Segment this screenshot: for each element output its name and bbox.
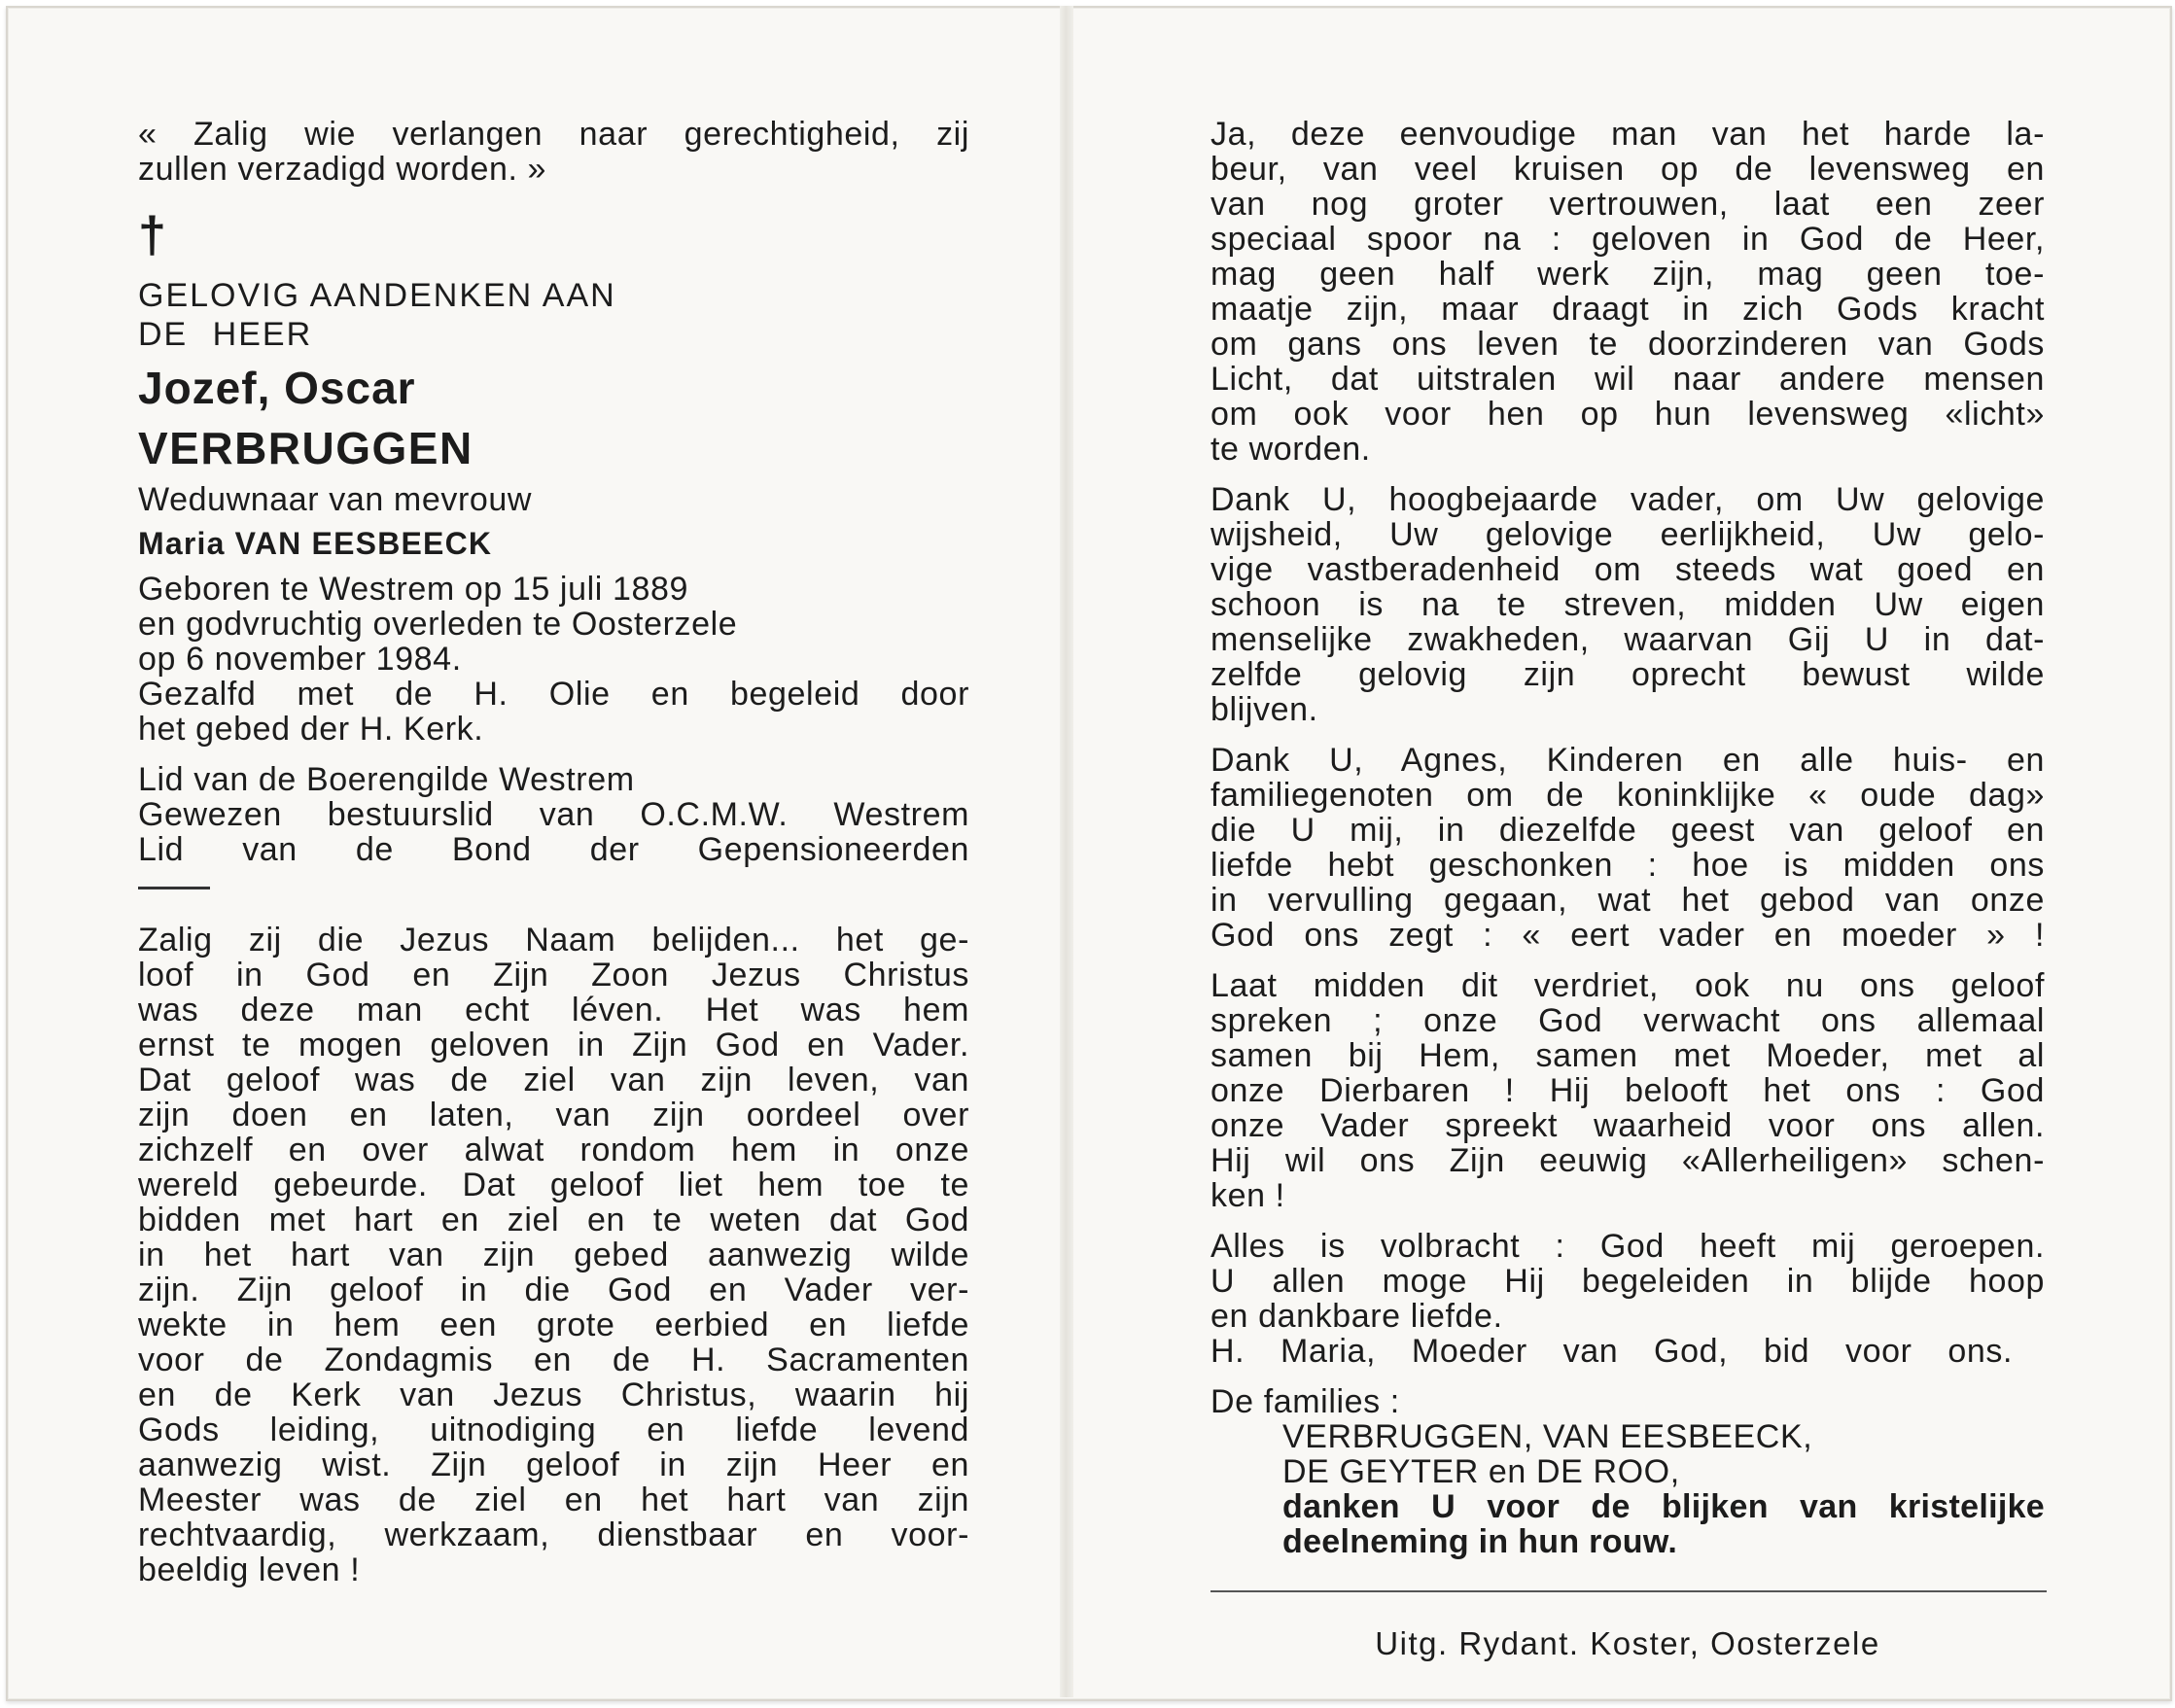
text-line: om ook voor hen op hun levensweg «licht» xyxy=(1210,396,2045,433)
left-panel xyxy=(138,117,969,1587)
surname: VERBRUGGEN xyxy=(138,423,474,473)
text-line: Ja, deze eenvoudige man van het harde la- xyxy=(1210,116,2045,153)
detail-line: Geboren te Westrem op 15 juli 1889 xyxy=(138,571,688,608)
text-line: te worden. xyxy=(1210,431,1371,468)
text-line: Hij wil ons Zijn eeuwig «Allerheiligen» schen- xyxy=(1210,1142,2045,1179)
divider xyxy=(1210,1590,2047,1592)
tribute-line: zichzelf en over alwat rondom hem in onze xyxy=(138,1132,969,1168)
text-line: wijsheid, Uw gelovige eerlijkheid, Uw gelo- xyxy=(1210,516,2045,553)
membership-line: Gewezen bestuurslid van O.C.M.W. Westrem xyxy=(138,796,969,833)
tribute-line: aanwezig wist. Zijn geloof in zijn Heer en xyxy=(138,1447,969,1483)
families-label: De families : xyxy=(1210,1383,1400,1420)
text-line: God ons zegt : « eert vader en moeder » ! xyxy=(1210,917,2045,954)
text-line: beur, van veel kruisen op de levensweg en xyxy=(1210,151,2045,188)
paragraph-4 xyxy=(1210,968,2045,1213)
tribute-line: zijn. Zijn geloof in die God en Vader ver- xyxy=(138,1272,969,1308)
text-line: Dank U, hoogbejaarde vader, om Uw gelovige xyxy=(1210,481,2045,518)
tribute-line: Dat geloof was de ziel van zijn leven, van xyxy=(138,1062,969,1098)
text-line: familiegenoten om de koninklijke « oude dag» xyxy=(1210,777,2045,814)
text-line: blijven. xyxy=(1210,691,1318,728)
tribute-line: ernst te mogen geloven in Zijn God en Vader. xyxy=(138,1027,969,1063)
text-line: U allen moge Hij begeleiden in blijde hoop xyxy=(1210,1263,2045,1300)
tribute-line: en de Kerk van Jezus Christus, waarin hij xyxy=(138,1377,969,1413)
tribute-line: Meester was de ziel en het hart van zijn xyxy=(138,1481,969,1518)
printer-imprint: Uitg. Rydant. Koster, Oosterzele xyxy=(1375,1625,1880,1661)
family-names: VERBRUGGEN, VAN EESBEECK, xyxy=(1282,1418,1813,1455)
detail-line: het gebed der H. Kerk. xyxy=(138,711,484,748)
text-line: mag geen half werk zijn, mag geen toe- xyxy=(1210,256,2045,293)
beatitude-quote xyxy=(138,117,969,187)
quote-line: zullen verzadigd worden. » xyxy=(138,151,547,188)
memorial-heading: GELOVIG AANDENKEN AAN xyxy=(138,277,616,314)
text-line: ken ! xyxy=(1210,1177,1285,1214)
divider xyxy=(138,887,210,889)
quote-line: « Zalig wie verlangen naar gerechtigheid, zij xyxy=(138,116,969,153)
text-line: vige vastberadenheid om steeds wat goed en xyxy=(1210,551,2045,588)
tribute-line: was deze man echt léven. Het was hem xyxy=(138,992,969,1028)
tribute-line: wereld gebeurde. Dat geloof liet hem toe te xyxy=(138,1167,969,1203)
text-line: zelfde gelovig zijn oprecht bewust wilde xyxy=(1210,656,2045,693)
detail-line: en godvruchtig overleden te Oosterzele xyxy=(138,606,738,643)
text-line: in vervulling gegaan, wat het gebod van onze xyxy=(1210,882,2045,919)
text-line: maatje zijn, maar draagt in zich Gods kracht xyxy=(1210,291,2045,328)
text-line: schoon is na te streven, midden Uw eigen xyxy=(1210,586,2045,623)
family-names: DE GEYTER en DE ROO, xyxy=(1282,1453,1680,1490)
text-line: Laat midden dit verdriet, ook nu ons geloof xyxy=(1210,967,2045,1004)
tribute-line: voor de Zondagmis en de H. Sacramenten xyxy=(138,1342,969,1378)
tribute-line: Gods leiding, uitnodiging en liefde levend xyxy=(138,1412,969,1448)
tribute-line: wekte in hem een grote eerbied en liefde xyxy=(138,1307,969,1343)
text-line: van nog groter vertrouwen, laat een zeer xyxy=(1210,186,2045,223)
tribute-line: bidden met hart en ziel en te weten dat God xyxy=(138,1202,969,1238)
text-line: Alles is volbracht : God heeft mij geroepen. xyxy=(1210,1228,2045,1265)
paragraph-2 xyxy=(1210,482,2045,727)
text-line: die U mij, in diezelfde geest van geloof en xyxy=(1210,812,2045,849)
families-section xyxy=(1210,1384,2045,1559)
paragraph-1 xyxy=(1210,117,2045,467)
detail-line: op 6 november 1984. xyxy=(138,641,462,678)
membership-line: Lid van de Bond der Gepensioneerden xyxy=(138,831,969,868)
tribute-line: beeldig leven ! xyxy=(138,1551,361,1588)
card-fold xyxy=(1060,6,1073,1697)
text-line: onze Vader spreekt waarheid voor ons allen. xyxy=(1210,1107,2045,1144)
text-line: Dank U, Agnes, Kinderen en alle huis- en xyxy=(1210,742,2045,779)
right-panel xyxy=(1210,117,2045,1695)
paragraph-5 xyxy=(1210,1229,2045,1369)
prayer-line: H. Maria, Moeder van God, bid voor ons. xyxy=(1210,1333,2013,1370)
tribute-line: Zalig zij die Jezus Naam belijden... het ge- xyxy=(138,922,969,959)
text-line: menselijke zwakheden, waarvan Gij U in dat- xyxy=(1210,621,2045,658)
paragraph-3 xyxy=(1210,743,2045,953)
membership-line: Lid van de Boerengilde Westrem xyxy=(138,761,635,798)
tribute-line: in het hart van zijn gebed aanwezig wilde xyxy=(138,1237,969,1273)
memorial-heading: DE HEER xyxy=(138,316,313,353)
text-line: liefde hebt geschonken : hoe is midden ons xyxy=(1210,847,2045,884)
text-line: en dankbare liefde. xyxy=(1210,1298,1503,1335)
birth-death-details xyxy=(138,572,969,747)
tribute-line: zijn doen en laten, van zijn oordeel over xyxy=(138,1097,969,1133)
detail-line: Gezalfd met de H. Olie en begeleid door xyxy=(138,676,969,713)
tribute-line: loof in God en Zijn Zoon Jezus Christus xyxy=(138,957,969,993)
thanks-line: danken U voor de blijken van kristelijke xyxy=(1282,1488,2045,1525)
wife-name: Maria VAN EESBEECK xyxy=(138,526,493,561)
first-names: Jozef, Oscar xyxy=(138,363,416,413)
widower-line: Weduwnaar van mevrouw xyxy=(138,481,533,518)
text-line: Licht, dat uitstralen wil naar andere mensen xyxy=(1210,361,2045,398)
text-line: om gans ons leven te doorzinderen van Gods xyxy=(1210,326,2045,363)
memberships xyxy=(138,762,969,867)
tribute-text xyxy=(138,923,969,1587)
cross-icon: † xyxy=(138,207,166,263)
text-line: spreken ; onze God verwacht ons allemaal xyxy=(1210,1002,2045,1039)
text-line: samen bij Hem, samen met Moeder, met al xyxy=(1210,1037,2045,1074)
text-line: speciaal spoor na : geloven in God de Heer, xyxy=(1210,221,2045,258)
text-line: onze Dierbaren ! Hij belooft het ons : God xyxy=(1210,1072,2045,1109)
tribute-line: rechtvaardig, werkzaam, dienstbaar en voor- xyxy=(138,1516,969,1553)
thanks-line: deelneming in hun rouw. xyxy=(1282,1523,1678,1560)
